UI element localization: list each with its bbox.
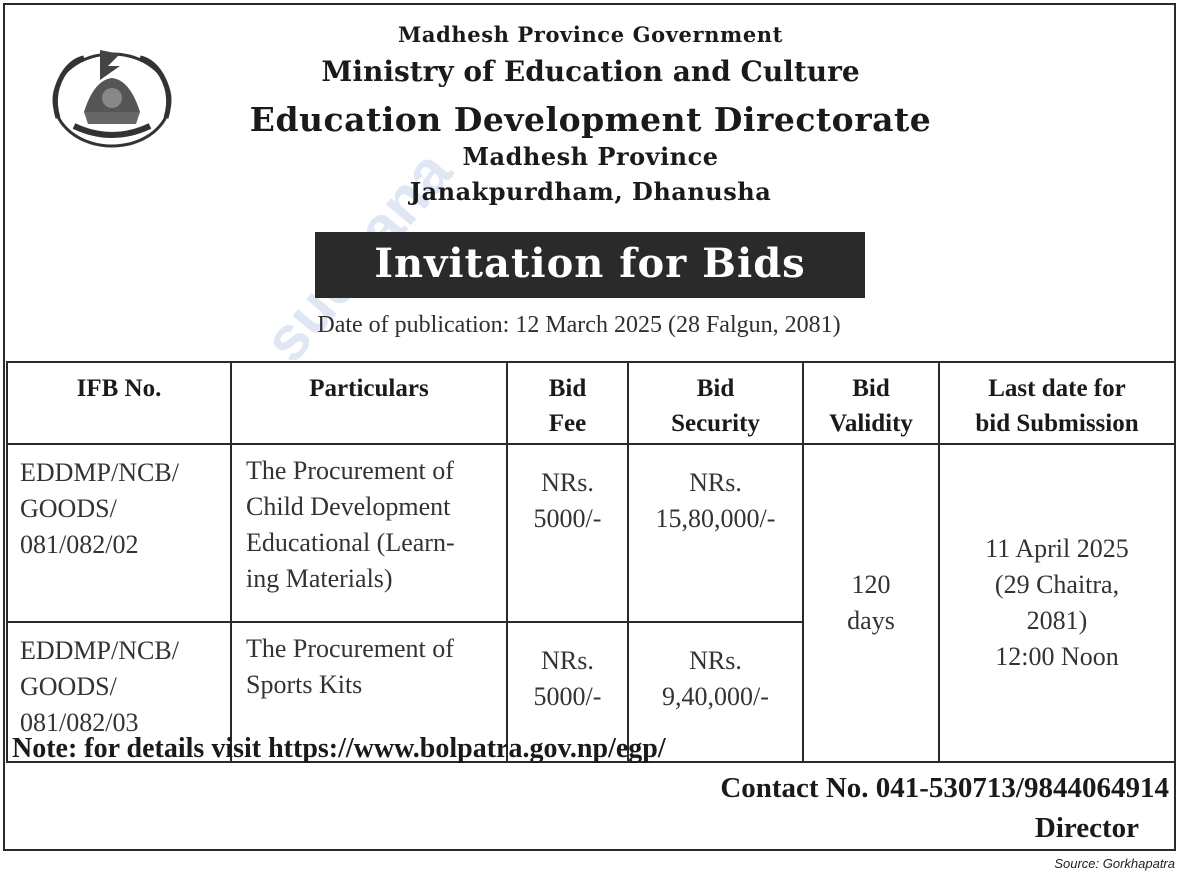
ifb-number-cell: EDDMP/NCB/ GOODS/ 081/082/02 xyxy=(7,444,231,622)
header-particulars: Particulars xyxy=(231,362,507,444)
contact-number: Contact No. 041-530713/9844064914 xyxy=(720,772,1169,804)
table-header-row xyxy=(7,362,1175,444)
particulars-cell: The Procurement of Child Development Educational (Learn- ing Materials) xyxy=(231,444,507,622)
details-note: Note: for details visit https://www.bolpatra.gov.np/egp/ xyxy=(12,733,666,764)
last-date-cell: 11 April 2025 (29 Chaitra, 2081) 12:00 Noon xyxy=(939,444,1175,762)
bid-fee-cell: NRs. 5000/- xyxy=(507,444,628,622)
header-bid-fee: Bid Fee xyxy=(507,362,628,444)
header-bid-security: Bid Security xyxy=(628,362,803,444)
ministry-heading: Ministry of Education and Culture xyxy=(321,55,860,88)
publication-date: Date of publication: 12 March 2025 (28 Falgun, 2081) xyxy=(317,312,841,338)
bid-fee-cell: NRs. 5000/- xyxy=(507,622,628,762)
notice-title-banner xyxy=(315,232,865,298)
bid-security-cell: NRs. 9,40,000/- xyxy=(628,622,803,762)
bid-validity-cell: 120 days xyxy=(803,444,939,762)
header-bid-validity: Bid Validity xyxy=(803,362,939,444)
bid-security-cell: NRs. 15,80,000/- xyxy=(628,444,803,622)
ifb-number-cell: EDDMP/NCB/ GOODS/ 081/082/03 xyxy=(7,622,231,762)
province-government-heading: Madhesh Province Government xyxy=(398,22,783,47)
notice-title: Invitation for Bids xyxy=(374,240,806,287)
directorate-heading: Education Development Directorate xyxy=(249,100,932,139)
header-last-date: Last date for bid Submission xyxy=(939,362,1175,444)
bids-table xyxy=(6,361,1176,763)
province-heading: Madhesh Province xyxy=(462,142,719,171)
address-heading: Janakpurdham, Dhanusha xyxy=(409,177,772,206)
source-credit: Source: Gorkhapatra xyxy=(1054,856,1175,871)
header-ifb-no: IFB No. xyxy=(7,362,231,444)
signatory-title: Director xyxy=(1034,812,1139,844)
table-row xyxy=(7,444,1175,622)
particulars-cell: The Procurement of Sports Kits xyxy=(231,622,507,762)
